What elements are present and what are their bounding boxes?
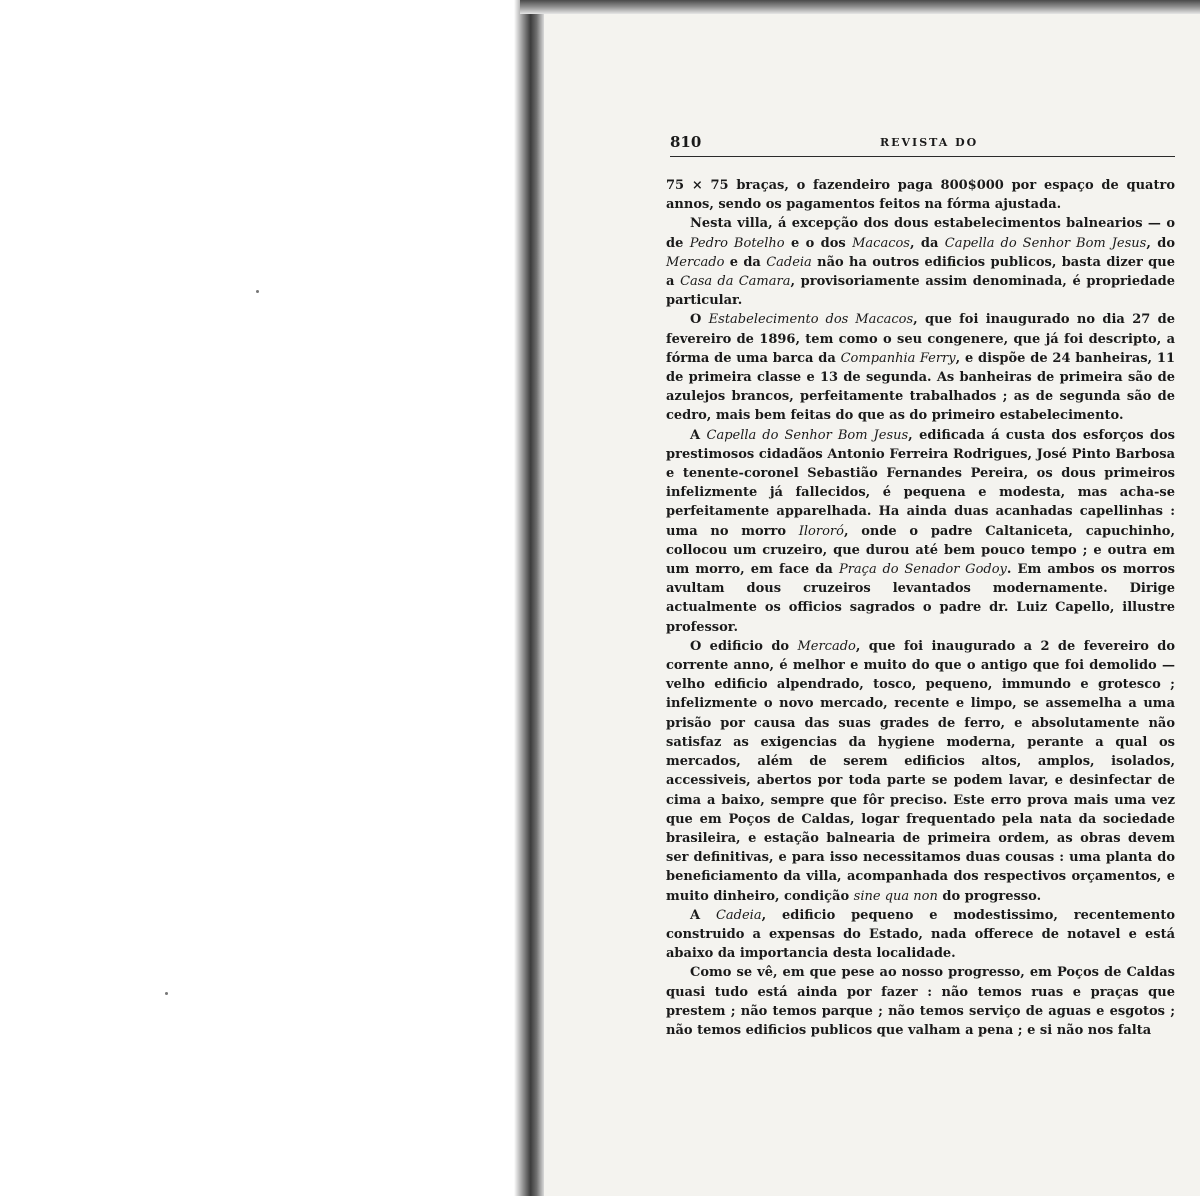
paper-speck [256, 290, 259, 293]
text-run: A [690, 907, 716, 923]
text-run: e o dos [784, 235, 853, 251]
text-run: , onde o padre Caltaniceta, capuchinho, collocou um cruzeiro, que durou até bem pouco tempo ; e outra em um morro, em face da [666, 523, 1175, 578]
text-run: A [690, 427, 707, 443]
book-gutter [514, 0, 544, 1196]
text-run: , edificada á custa dos esforços dos prestimosos cidadãos Antonio Ferreira Rodrigues, José Pinto Barbosa e tenente-coronel Sebastião Fernandes Pereira, os dous primeiros infelizmente já fallecidos, é pequena e modesta, mas acha-se perfeitamente apparelhada. Ha ainda duas acanhadas capellinhas : uma no morro [666, 427, 1176, 539]
text-run: Nesta villa, á excepção dos dous estabelecimentos balnearios — o de [666, 216, 1175, 251]
body-text [666, 176, 1175, 1188]
text-run: , que foi inaugurado no dia 27 de fevereiro de 1896, tem como o seu congenere, que já foi descripto, a fórma de uma barca da [666, 312, 1175, 366]
italic-phrase: Capella do Senhor Bom Jesus [706, 427, 909, 443]
text-run: não ha outros edificios publicos, basta dizer que a [666, 254, 1175, 290]
text-run: 75 × 75 braças, o fazendeiro paga 800$000 por espaço de quatro annos, sendo os pagamentos feitos na fórma ajustada. [666, 178, 1175, 213]
page-top-edge [520, 0, 1200, 14]
italic-phrase: Estabelecimento dos Macacos [708, 312, 914, 328]
paper-speck [165, 992, 168, 995]
italic-phrase: Pedro Botelho [689, 235, 785, 251]
text-run: Como se vê, em que pese ao nosso progresso, em Poços de Caldas quasi tudo está ainda por fazer : não temos ruas e praças que prestem ; não temos parque ; não temos serviço de aguas e esgotos ; não temos edificios publicos que valham a pena ; e si não nos falta [666, 965, 1175, 1038]
text-run: , provisoriamente assim denominada, é propriedade particular. [666, 274, 1175, 309]
text-run: , da [909, 235, 945, 251]
text-run: do progresso. [937, 888, 1042, 904]
left-blank-page [0, 0, 514, 1196]
paragraph [666, 214, 1175, 310]
paragraph [666, 906, 1175, 964]
paragraph [666, 963, 1175, 1040]
text-run: e da [724, 254, 767, 270]
italic-phrase: Cadeia [766, 254, 812, 270]
paragraph [666, 310, 1175, 425]
paragraph [666, 176, 1175, 214]
text-run: , que foi inaugurado a 2 de fevereiro do corrente anno, é melhor e muito do que o antigo que foi demolido — velho edificio alpendrado, tosco, pequeno, immundo e grotesco ; infelizmente o novo mercado, recente e limpo, se assemelha a uma prisão por causa das suas grades de ferro, e absolutamente não satisfaz as exigencias da hygiene moderna, perante a qual os mercados, além de serem edificios altos, amplos, isolados, accessiveis, abertos por toda parte se podem lavar, e desinfectar de cima a baixo, sempre que fôr preciso. Este erro prova mais uma vez que em Poços de Caldas, logar frequentado pela nata da sociedade brasileira, e estação balnearia de primeira ordem, as obras devem ser definitivas, e para isso necessitamos duas cousas : uma planta do beneficiamento da villa, acompanhada dos respectivos orçamentos, e muito dinheiro, condição [666, 638, 1175, 904]
italic-phrase: Macacos [852, 235, 910, 251]
italic-phrase: Capella do Senhor Bom Jesus [944, 235, 1147, 251]
italic-phrase: Ilororó [798, 523, 844, 539]
italic-phrase: Mercado [797, 638, 856, 654]
text-run: , e dispõe de 24 banheiras, 11 de primeira classe e 13 de segunda. As banheiras de primeira são de azulejos brancos, perfeitamente trabalhados ; as de segunda são de cedro, mais bem feitas do que as do primeiro estabelecimento. [666, 350, 1175, 424]
text-run: . Em ambos os morros avultam dous cruzeiros levantados modernamente. Dirige actualmente os officios sagrados o padre dr. Luiz Capello, illustre professor. [666, 562, 1175, 635]
italic-phrase: Companhia Ferry [840, 350, 956, 366]
text-run: O edificio do [690, 638, 798, 654]
paragraph [666, 426, 1175, 637]
running-title: REVISTA DO [880, 136, 979, 149]
italic-phrase: Casa da Camara [680, 274, 791, 290]
italic-phrase: sine qua non [853, 888, 938, 904]
italic-phrase: Cadeia [715, 907, 762, 923]
text-run: , do [1146, 235, 1176, 251]
italic-phrase: Mercado [666, 254, 725, 270]
text-run: O [690, 312, 709, 328]
italic-phrase: Praça do Senador Godoy [838, 562, 1007, 578]
paragraph [666, 637, 1175, 906]
text-run: , edificio pequeno e modestissimo, recentemento construido a expensas do Estado, nada offerece de notavel e está abaixo da importancia desta localidade. [666, 907, 1175, 962]
page-number: 810 [670, 133, 702, 151]
page-header [670, 132, 1175, 157]
